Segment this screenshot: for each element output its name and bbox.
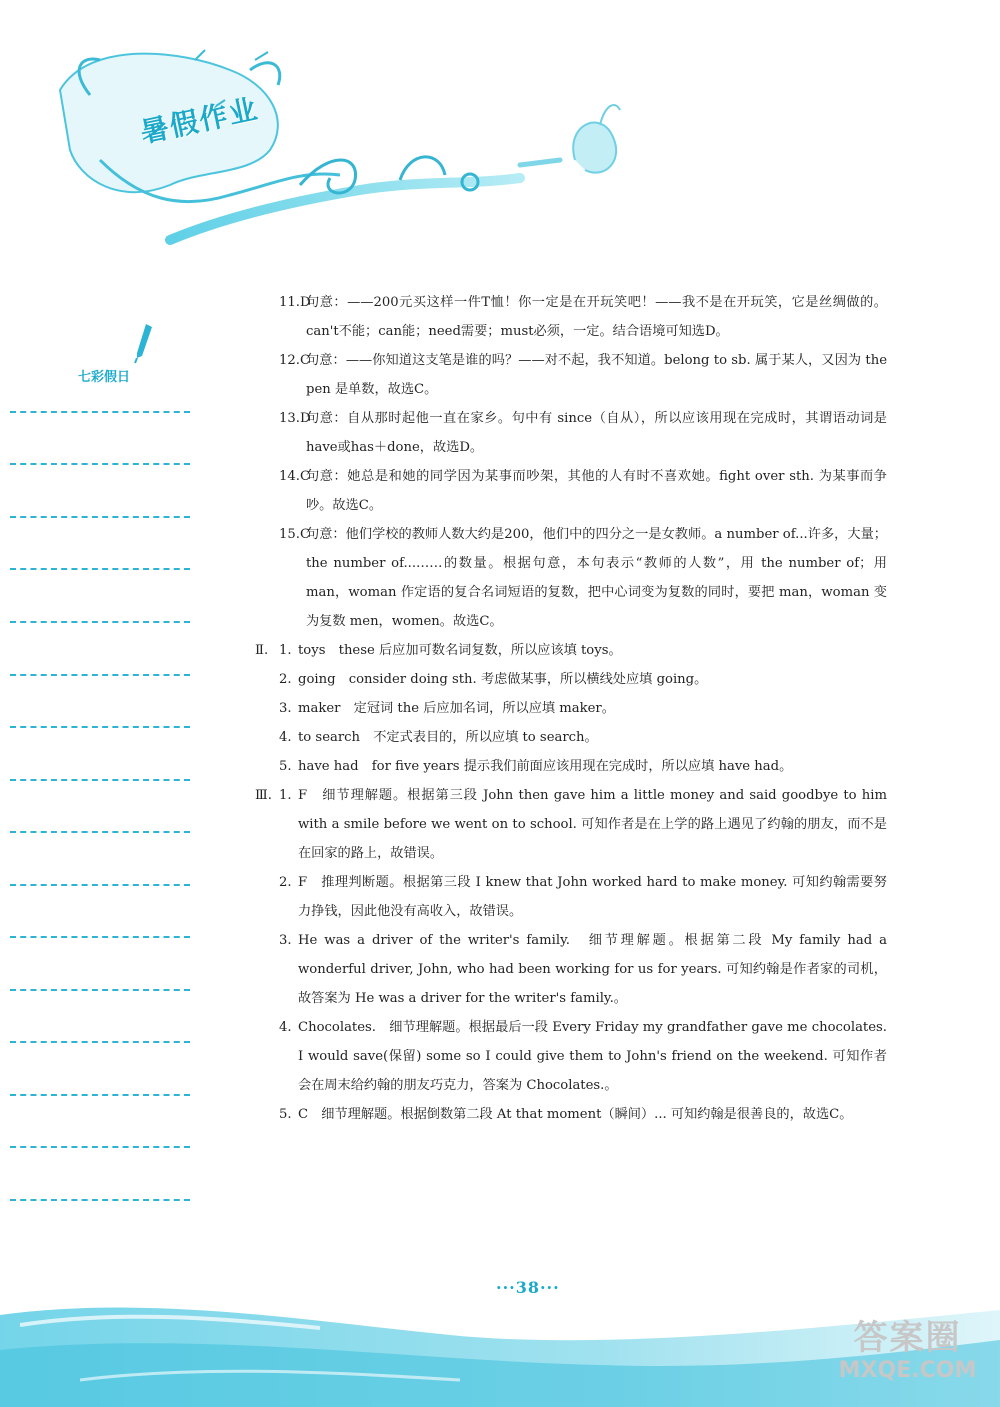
question-number: 5.: [279, 1107, 292, 1122]
section-II: [255, 636, 887, 781]
watermark: [820, 1318, 995, 1384]
note-line: [10, 621, 190, 623]
answer-item: [255, 665, 887, 694]
question-number: 14.C: [279, 469, 311, 484]
question-number: 5.: [279, 759, 292, 774]
note-line: [10, 1199, 190, 1201]
question-number: 2.: [279, 875, 292, 890]
answer-item: [255, 462, 887, 520]
answer-text: C 细节理解题。根据倒数第二段 At that moment（瞬间）... 可知约翰是很善良的，故选C。: [298, 1107, 853, 1122]
note-line: [10, 463, 190, 465]
question-number: 1.: [279, 643, 292, 658]
answer-text: F 细节理解题。根据第三段 John then gave him a little money and said goodbye to him with a smile before we went on to school. 可知作者是在上学的路上遇见了约翰的朋友，而不是在回家的路上，故错误。: [298, 788, 887, 861]
answer-text: 句意：自从那时起他一直在家乡。句中有 since（自从），所以应该用现在完成时，其谓语动词是 have或has＋done，故选D。: [306, 411, 887, 455]
question-number: 3.: [279, 933, 292, 948]
question-number: 3.: [279, 701, 292, 716]
answer-item: [255, 694, 887, 723]
note-line: [10, 884, 190, 886]
question-number: 12.C: [279, 353, 311, 368]
answer-item: [255, 636, 887, 665]
page-number: ···38···: [496, 1278, 560, 1297]
section-number: Ⅱ.: [255, 643, 269, 658]
header-title: 暑假作业: [137, 92, 262, 150]
answer-item: [255, 1013, 887, 1100]
question-number: 2.: [279, 672, 292, 687]
note-line: [10, 516, 190, 518]
answer-item: [255, 288, 887, 346]
answer-text: He was a driver of the writer's family. 细节理解题。根据第二段 My family had a wonderful driver, John, who had been working for us for years. 可知约翰是作者家的司机，故答案为 He was a driver for the writer's family.。: [298, 933, 887, 1006]
answer-text: 句意：她总是和她的同学因为某事而吵架，其他的人有时不喜欢她。fight over sth. 为某事而争吵。故选C。: [306, 469, 887, 513]
note-line: [10, 411, 190, 413]
answer-item: [255, 723, 887, 752]
section-III: [255, 781, 887, 1129]
answer-text: F 推理判断题。根据第三段 I knew that John worked hard to make money. 可知约翰需要努力挣钱，因此他没有高收入，故错误。: [298, 875, 887, 919]
question-number: 4.: [279, 730, 292, 745]
watermark-url: MXQE.COM: [838, 1358, 977, 1383]
answer-text: going consider doing sth. 考虑做某事，所以横线处应填 going。: [298, 672, 708, 687]
answer-text: 句意：——你知道这支笔是谁的吗？——对不起，我不知道。belong to sb. 属于某人，又因为 the pen 是单数，故选C。: [306, 353, 887, 397]
question-number: 13.D: [279, 411, 311, 426]
question-number: 1.: [279, 788, 292, 803]
answer-text: Chocolates. 细节理解题。根据最后一段 Every Friday my grandfather gave me chocolates. I would save(保留) some so I could give them to John's friend on the weekend. 可知作者会在周末给约翰的朋友巧克力，答案为 Chocolates.。: [298, 1020, 887, 1093]
note-line: [10, 726, 190, 728]
answer-item: [255, 868, 887, 926]
answer-item: [255, 520, 887, 636]
sidebar-label: 七彩假日: [78, 370, 131, 385]
section-number: Ⅲ.: [255, 788, 272, 803]
note-line: [10, 989, 190, 991]
answer-item: [255, 404, 887, 462]
note-line: [10, 674, 190, 676]
question-number: 11.D: [279, 295, 311, 310]
answer-item: [255, 346, 887, 404]
note-line: [10, 568, 190, 570]
note-line: [10, 831, 190, 833]
answer-item: [255, 926, 887, 1013]
answer-text: toys these 后应加可数名词复数，所以应该填 toys。: [298, 643, 622, 658]
note-line: [10, 936, 190, 938]
answer-content: [255, 288, 887, 1129]
answer-text: 句意：——200元买这样一件T恤！你一定是在开玩笑吧！——我不是在开玩笑，它是丝绸做的。can't不能；can能；need需要；must必须，一定。结合语境可知选D。: [306, 295, 887, 339]
note-line: [10, 1146, 190, 1148]
question-number: 15.C: [279, 527, 311, 542]
answer-item: [255, 781, 887, 868]
question-number: 4.: [279, 1020, 292, 1035]
watermark-logo: 答案圈: [853, 1318, 962, 1358]
answer-item: [255, 1100, 887, 1129]
answer-text: have had for five years 提示我们前面应该用现在完成时，所以应填 have had。: [298, 759, 793, 774]
pen-icon: [134, 322, 154, 364]
answer-item: [255, 752, 887, 781]
note-line: [10, 1041, 190, 1043]
note-line: [10, 1094, 190, 1096]
answer-text: 句意：他们学校的教师人数大约是200，他们中的四分之一是女教师。a number of...许多，大量；the number of...……的数量。根据句意，本句表示“教师的人数”，用 the number of；用 man，woman 作定语的复合名词短语的复数，把中心词变为复数的同时，要把 man，woman 变为复数 men，women。故选C。: [306, 527, 887, 629]
note-line: [10, 779, 190, 781]
answer-text: to search 不定式表目的，所以应填 to search。: [298, 730, 598, 745]
answer-text: maker 定冠词 the 后应加名词，所以应填 maker。: [298, 701, 615, 716]
